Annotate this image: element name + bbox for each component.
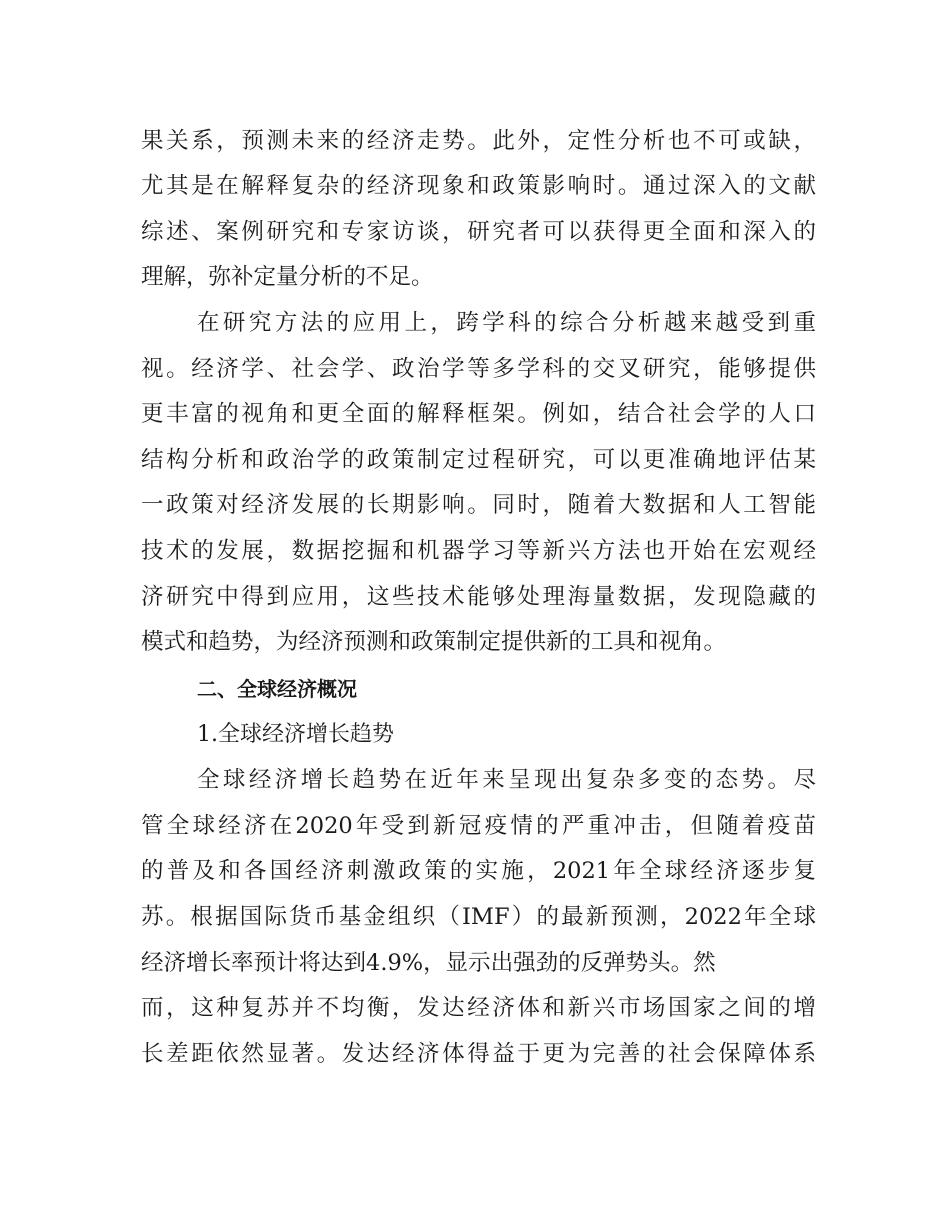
paragraph-3-line-3: 的普及和各国经济刺激政策的实施，2021年全球经济逐步复 xyxy=(141,858,816,884)
section-heading: 二、全球经济概况 xyxy=(197,677,357,701)
paragraph-1-line-3: 综述、案例研究和专家访谈，研究者可以获得更全面和深入的 xyxy=(141,219,816,245)
paragraph-2-line-3: 更丰富的视角和更全面的解释框架。例如，结合社会学的人口 xyxy=(141,401,816,427)
paragraph-3-line-5: 经济增长率预计将达到4.9%，显示出强劲的反弹势头。然 xyxy=(141,950,716,976)
paragraph-3-line-2: 管全球经济在2020年受到新冠疫情的严重冲击，但随着疫苗 xyxy=(141,813,816,839)
paragraph-3-line-1: 全球经济增长趋势在近年来呈现出复杂多变的态势。尽 xyxy=(197,767,816,793)
paragraph-2-line-2: 视。经济学、社会学、政治学等多学科的交叉研究，能够提供 xyxy=(141,356,816,382)
paragraph-2-line-4: 结构分析和政治学的政策制定过程研究，可以更准确地评估某 xyxy=(141,447,816,473)
paragraph-3-line-7: 长差距依然显著。发达经济体得益于更为完善的社会保障体系 xyxy=(141,1041,816,1067)
paragraph-2-line-1: 在研究方法的应用上，跨学科的综合分析越来越受到重 xyxy=(197,310,816,336)
paragraph-2-line-5: 一政策对经济发展的长期影响。同时，随着大数据和人工智能 xyxy=(141,492,816,518)
paragraph-3-line-6: 而，这种复苏并不均衡，发达经济体和新兴市场国家之间的增 xyxy=(141,995,816,1021)
paragraph-1-line-2: 尤其是在解释复杂的经济现象和政策影响时。通过深入的文献 xyxy=(141,173,816,199)
subsection-heading: 1.全球经济增长趋势 xyxy=(197,722,394,747)
paragraph-1-line-1: 果关系，预测未来的经济走势。此外，定性分析也不可或缺， xyxy=(141,128,816,154)
paragraph-3-line-4: 苏。根据国际货币基金组织（IMF）的最新预测，2022年全球 xyxy=(141,904,816,930)
paragraph-2-line-6: 技术的发展，数据挖掘和机器学习等新兴方法也开始在宏观经 xyxy=(141,538,816,564)
paragraph-2-line-7: 济研究中得到应用，这些技术能够处理海量数据，发现隐藏的 xyxy=(141,584,816,610)
paragraph-1-line-4: 理解，弥补定量分析的不足。 xyxy=(141,264,434,290)
paragraph-2-line-8: 模式和趋势，为经济预测和政策制定提供新的工具和视角。 xyxy=(141,629,727,655)
